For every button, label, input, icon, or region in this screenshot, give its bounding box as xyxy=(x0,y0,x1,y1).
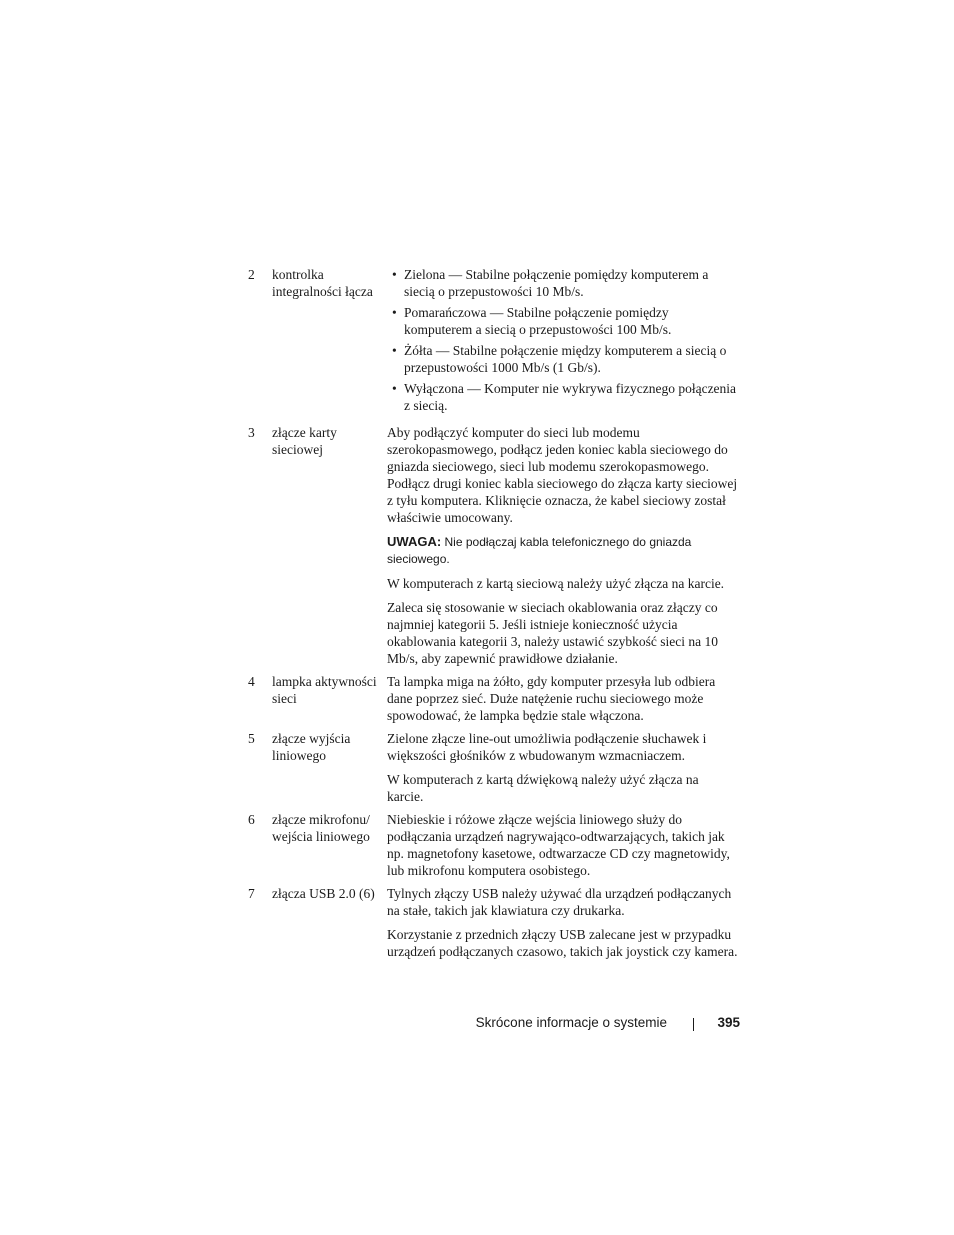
item-description xyxy=(387,266,738,418)
paragraph: Zielone złącze line-out umożliwia podłączenie słuchawek i większości głośników z wbudowanym wzmacniaczem. xyxy=(387,731,707,763)
bullet-icon: • xyxy=(392,381,397,396)
paragraph: Niebieskie i różowe złącze wejścia liniowego służy do podłączania urządzeń nagrywająco-odtwarzających, takich jak np. magnetofony kasetowe, odtwarzacze CD czy magnetowidy, lub mikrofonu komputera osobistego. xyxy=(387,812,730,878)
paragraph: Ta lampka miga na żółto, gdy komputer przesyła lub odbiera dane poprzez sieć. Duże natężenie ruchu sieciowego może spowodować, że lampka będzie stale włączona. xyxy=(387,674,716,723)
table-row xyxy=(248,266,738,418)
item-label: złącza USB 2.0 (6) xyxy=(272,886,375,901)
paragraph: W komputerach z kartą dźwiękową należy użyć złącza na karcie. xyxy=(387,772,699,804)
item-description xyxy=(387,730,738,805)
page-number: 395 xyxy=(717,1015,740,1030)
item-label: złącze wyjścia liniowego xyxy=(272,731,351,763)
section-title: Skrócone informacje o systemie xyxy=(475,1015,667,1030)
item-number: 7 xyxy=(248,886,255,901)
note-label: UWAGA: xyxy=(387,534,442,549)
bullet-icon: • xyxy=(392,343,397,358)
note-text: Nie podłączaj kabla telefonicznego do gniazda sieciowego. xyxy=(387,535,692,566)
item-label: złącze mikrofonu/ wejścia liniowego xyxy=(272,812,370,844)
table-row xyxy=(248,673,738,724)
item-description xyxy=(387,885,738,960)
table-row xyxy=(248,885,738,960)
bullet-icon: • xyxy=(392,305,397,320)
table-row xyxy=(248,730,738,805)
connector-table xyxy=(248,266,738,966)
bullet-icon: • xyxy=(392,267,397,282)
page-footer xyxy=(400,1015,740,1035)
item-number: 5 xyxy=(248,731,255,746)
item-description xyxy=(387,424,738,667)
paragraph: W komputerach z kartą sieciową należy użyć złącza na karcie. xyxy=(387,576,725,591)
paragraph: Zaleca się stosowanie w sieciach okablowania oraz złączy co najmniej kategorii 5. Jeśli istnieje konieczność użycia okablowania kategorii 3, należy ustawić szybkość sieci na 10 Mb/s, aby zapewnić prawidłowe działanie. xyxy=(387,600,719,666)
note xyxy=(387,533,738,568)
item-description xyxy=(387,811,738,879)
list-item: • Wyłączona — Komputer nie wykrywa fizycznego połączenia z siecią. xyxy=(392,381,737,413)
item-label: lampka aktywności sieci xyxy=(272,674,377,706)
list-item: • Żółta — Stabilne połączenie między komputerem a siecią o przepustowości 1000 Mb/s (1 Gb/s). xyxy=(392,343,727,375)
footer-divider xyxy=(693,1018,694,1031)
item-number: 2 xyxy=(248,267,255,282)
item-number: 4 xyxy=(248,674,255,689)
paragraph: Korzystanie z przednich złączy USB zalecane jest w przypadku urządzeń podłączanych czasowo, takich jak joystick czy kamera. xyxy=(387,927,738,959)
paragraph: Tylnych złączy USB należy używać dla urządzeń podłączanych na stałe, takich jak klawiatura czy drukarka. xyxy=(387,886,732,918)
table-row xyxy=(248,811,738,879)
item-label: złącze karty sieciowej xyxy=(272,425,337,457)
table-row xyxy=(248,424,738,667)
item-number: 3 xyxy=(248,425,255,440)
bullet-list xyxy=(387,266,738,414)
list-item: • Pomarańczowa — Stabilne połączenie pomiędzy komputerem a siecią o przepustowości 100 Mb/s. xyxy=(392,305,672,337)
paragraph: Aby podłączyć komputer do sieci lub modemu szerokopasmowego, podłącz jeden koniec kabla sieciowego do gniazda sieciowego, sieci lub modemu szerokopasmowego. Podłącz drugi koniec kabla sieciowego do złącza karty sieciowej z tyłu komputera. Kliknięcie oznacza, że kabel sieciowy został właściwie umocowany. xyxy=(387,425,738,525)
item-label: kontrolka integralności łącza xyxy=(272,267,373,299)
item-number: 6 xyxy=(248,812,255,827)
item-description xyxy=(387,673,738,724)
list-item: • Zielona — Stabilne połączenie pomiędzy komputerem a siecią o przepustowości 10 Mb/s. xyxy=(392,267,709,299)
